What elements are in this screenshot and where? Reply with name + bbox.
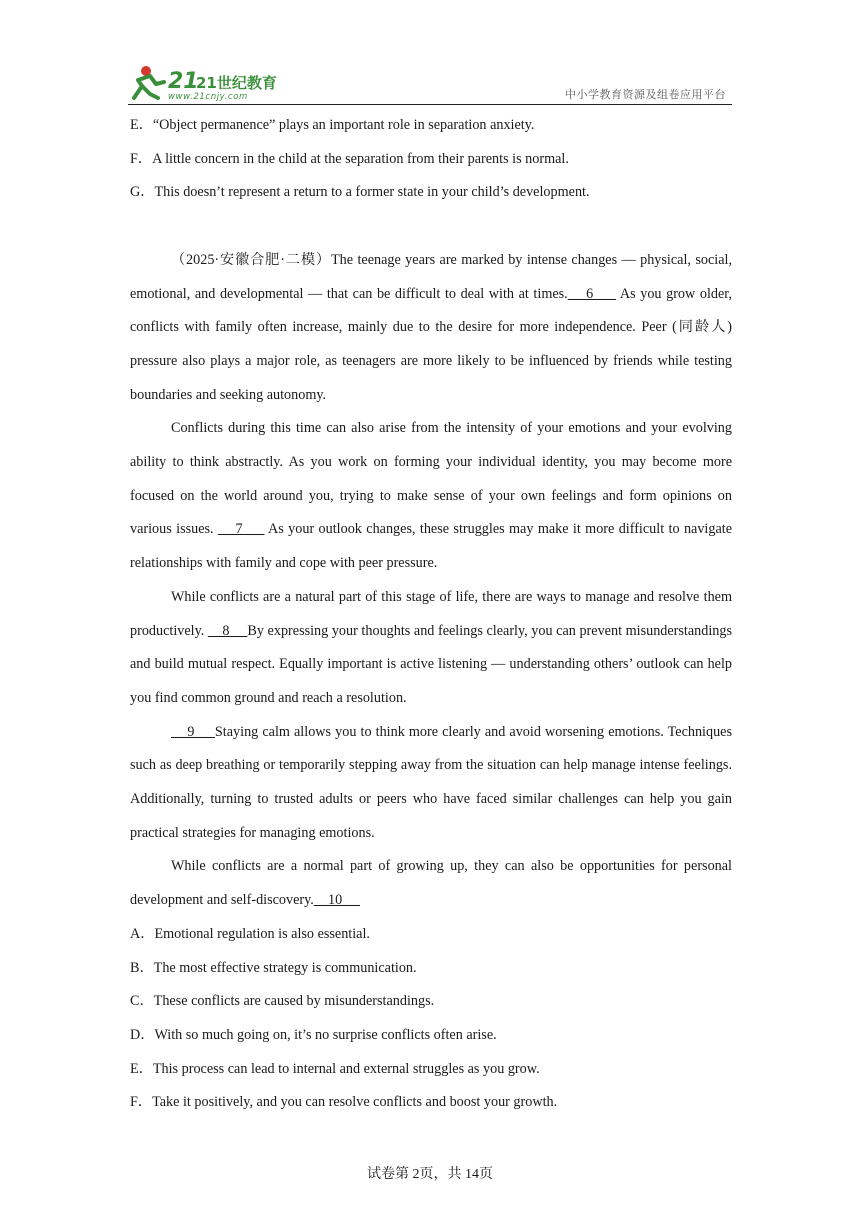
option-g-prev: G．This doesn’t represent a return to a former state in your child’s development.: [130, 184, 590, 201]
option-f: F．Take it positively, and you can resolve conflicts and boost your growth.: [130, 1094, 558, 1111]
blank-8: 8: [207, 622, 248, 639]
paragraph-5: While conflicts are a normal part of growing up, they can also be opportunities for personal development and self-discovery. 10: [130, 858, 732, 909]
previous-options: [130, 109, 732, 210]
blank-10: 10: [313, 892, 360, 909]
option-c: C．These conflicts are caused by misunderstandings.: [130, 993, 435, 1010]
blank-9: 9: [171, 723, 215, 740]
paragraph-3: While conflicts are a natural part of this stage of life, there are ways to manage and resolve them productively. 8 By expressing your thoughts and feelings clearly, you can prevent misunderstandings and build mutual respect. Equally important is active listening — understanding others’ outlook can help you find common ground and reach a resolution.: [130, 588, 733, 706]
paragraph-4: 9 Staying calm allows you to think more clearly and avoid worsening emotions. Techniques such as deep breathing or temporarily stepping away from the situation can help manage intense feelings. Additionally, turning to trusted adults or peers who have faced similar challenges can help you gain practical strategies for managing emotions.: [130, 723, 732, 841]
svg-text:21: 21: [168, 69, 199, 94]
paragraph-1: （2025·安徽合肥·二模）The teenage years are marked by intense changes — physical, social, emotional, and developmental — that can be difficult to deal with at times. 6 As you grow older, conflicts with family often increase, mainly due to the desire for more independence. Peer (同龄人) pressure also plays a major role, as teenagers are more likely to be influenced by friends while testing boundaries and seeking autonomy.: [130, 251, 732, 403]
reading-passage: [130, 244, 732, 918]
option-b: B．The most effective strategy is communication.: [130, 959, 417, 976]
option-e-prev: E．“Object permanence” plays an important role in separation anxiety.: [130, 117, 535, 133]
runner-logo-icon: [128, 64, 298, 102]
page-header: [128, 62, 732, 105]
blank-7: 7: [217, 521, 265, 538]
source-label: （2025·安徽合肥·二模）: [171, 251, 331, 268]
logo-url-text: www.21cnjy.com: [168, 92, 248, 102]
answer-options: [130, 918, 732, 1120]
option-d: D．With so much going on, it’s no surprise conflicts often arise.: [130, 1026, 497, 1043]
paragraph-2: Conflicts during this time can also arise from the intensity of your emotions and your evolving ability to think abstractly. As you work on forming your individual identity, you may become more focused on the world around you, trying to make sense of your own feelings and form opinions on various issues. 7 As your outlook changes, these struggles may make it more difficult to navigate relationships with family and cope with peer pressure.: [130, 420, 732, 572]
document-body: [130, 109, 732, 1120]
option-a: A．Emotional regulation is also essential.: [130, 925, 370, 942]
option-f-prev: F．A little concern in the child at the separation from their parents is normal.: [130, 150, 569, 167]
blank-6: 6: [567, 285, 617, 302]
page-footer: 试卷第 2页，共 14页: [367, 1167, 493, 1182]
logo-cn-text: 21世纪教育: [196, 74, 277, 92]
logo: [128, 64, 298, 102]
option-e: E．This process can lead to internal and external struggles as you grow.: [130, 1060, 540, 1077]
platform-name: 中小学教育资源及组卷应用平台: [565, 88, 726, 101]
section-gap: [130, 210, 732, 244]
